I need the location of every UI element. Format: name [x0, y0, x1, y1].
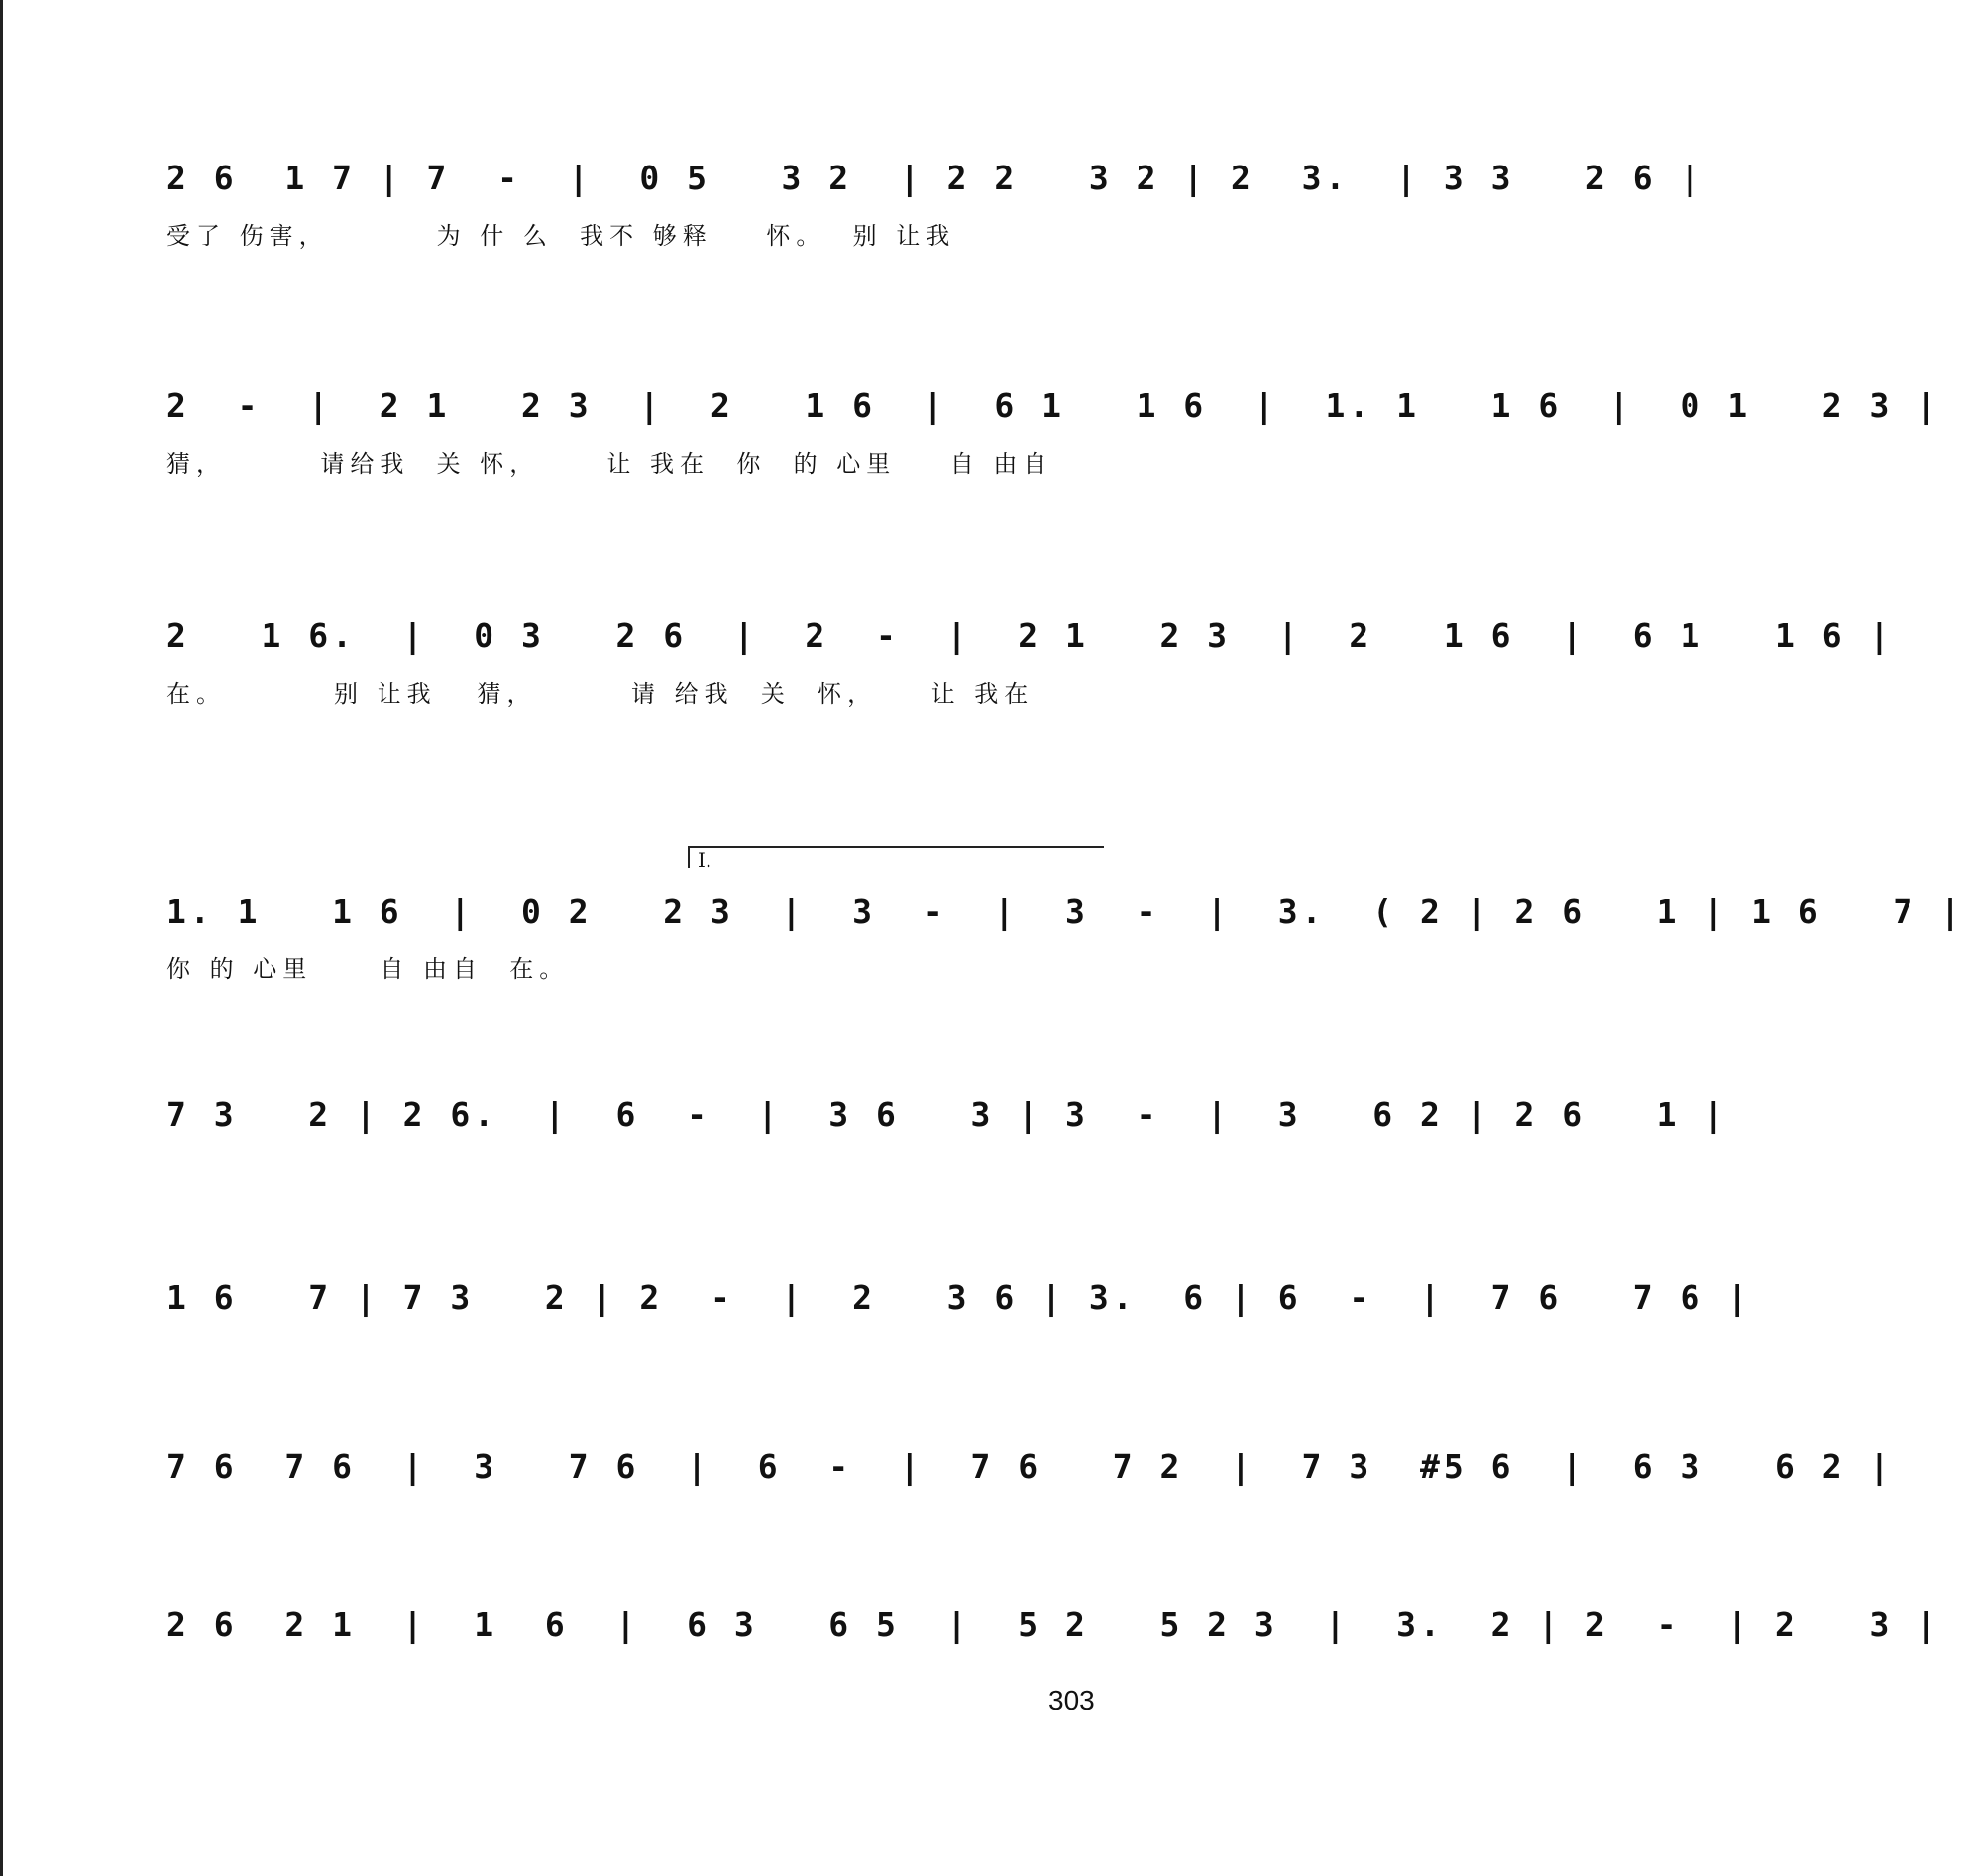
music-system-2: [166, 386, 1941, 479]
music-system-6: [166, 1278, 1752, 1318]
music-system-3: [166, 616, 1894, 709]
first-ending-bracket: [688, 846, 1104, 872]
music-system-8: [166, 1605, 1941, 1645]
notation-line: 2 1 6. | 0 3 2 6 | 2 - | 2 1 2 3 | 2 1 6 | 6 1 1 6 |: [166, 616, 1894, 655]
notation-line: 2 6 2 1 | 1 6 | 6 3 6 5 | 5 2 5 2 3 | 3. 2 | 2 - | 2 3 |: [166, 1605, 1941, 1644]
lyrics-line: 猜， 请给我 关 怀， 让 我在 你 的 心里 自 由自: [166, 450, 1053, 478]
notation-line: 2 - | 2 1 2 3 | 2 1 6 | 6 1 1 6 | 1. 1 1 6 | 0 1 2 3 |: [166, 386, 1941, 425]
page-number: 303: [1048, 1685, 1095, 1715]
notation-line: 1 6 7 | 7 3 2 | 2 - | 2 3 6 | 3. 6 | 6 - | 7 6 7 6 |: [166, 1278, 1752, 1317]
notation-line: 1. 1 1 6 | 0 2 2 3 | 3 - | 3 - | 3. ( 2 | 2 6 1 | 1 6 7 |: [166, 892, 1964, 931]
music-system-4: [166, 892, 1964, 984]
music-system-1: [166, 159, 1704, 251]
notation-line: 7 3 2 | 2 6. | 6 - | 3 6 3 | 3 - | 3 6 2 | 2 6 1 |: [166, 1095, 1728, 1134]
volta-label: Ⅰ.: [698, 848, 712, 872]
page-edge-rule: [0, 0, 3, 1876]
notation-line: 2 6 1 7 | 7 - | 0 5 3 2 | 2 2 3 2 | 2 3. | 3 3 2 6 |: [166, 159, 1704, 197]
music-system-7: [166, 1447, 1894, 1487]
music-system-5: [166, 1095, 1728, 1135]
lyrics-line: 在。 别 让我 猜， 请 给我 关 怀， 让 我在: [166, 680, 1035, 708]
lyrics-line: 受了 伤害， 为 什 么 我不 够释 怀。 别 让我: [166, 222, 956, 250]
lyrics-line: 你 的 心里 自 由自 在。: [166, 955, 570, 983]
notation-line: 7 6 7 6 | 3 7 6 | 6 - | 7 6 7 2 | 7 3 #5 6 | 6 3 6 2 |: [166, 1447, 1894, 1486]
